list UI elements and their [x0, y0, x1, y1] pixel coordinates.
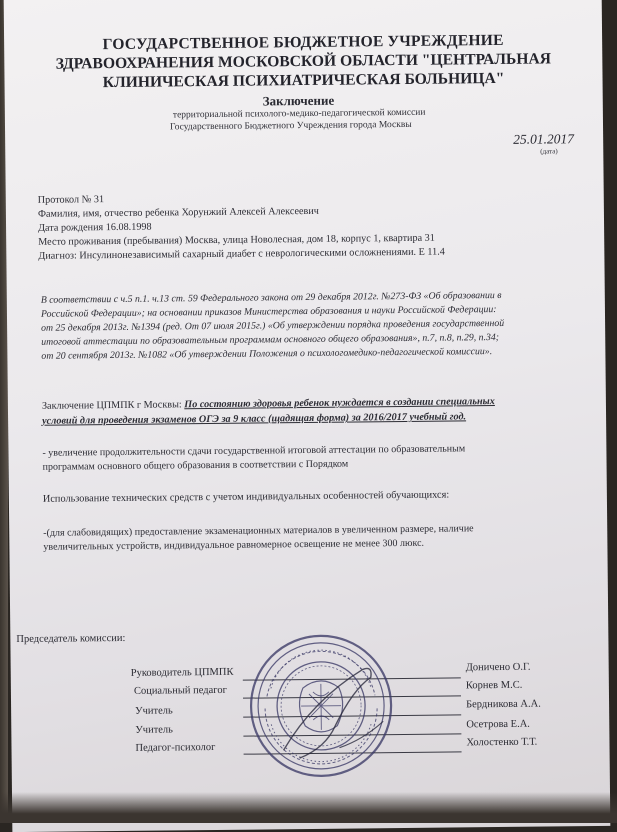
condition-2-line-1: -(для слабовидящих) предоставление экзаменационных материалов в увеличенном размере, наличие — [43, 523, 474, 539]
header-line-2: ЗДРАВООХРАНЕНИЯ МОСКОВСКОЙ ОБЛАСТИ "ЦЕНТРАЛЬНАЯ — [55, 50, 552, 73]
child-name: Фамилия, имя, отчество ребенка Хорунжий Алексей Алексеевич — [37, 205, 319, 220]
round-seal-stamp — [242, 629, 400, 783]
condition-2-line-2: увеличительных устройств, индивидуальное равномерное освещение не менее 300 люкс. — [43, 537, 425, 553]
signature-name-2: Корнев М.С. — [465, 679, 523, 692]
legal-line-1: В соответствии с ч.5 п.1. ч.13 ст. 59 Федерального закона от 29 декабря 2012г. №273-ФЗ «Об образовании в — [40, 289, 502, 306]
date-caption: (дата) — [540, 147, 558, 156]
decision-text-2: условий для проведения экзаменов ОГЭ за 9 класс (щадящая форма) за 2016/2017 учебный год. — [42, 411, 467, 427]
legal-line-3: от 25 декабря 2013г. №1394 (ред. От 07 июля 2015г.) «Об утверждении порядка проведения государственной — [41, 317, 505, 334]
condition-1-line-2: программам основного общего образования в соответствии с Порядком — [42, 458, 349, 473]
desk-edge-bottom — [0, 792, 617, 823]
signature-name-1: Доничено О.Г. — [465, 661, 531, 674]
signature-role-2: Социальный педагог — [133, 684, 227, 697]
document-page — [4, 0, 611, 832]
legal-line-4: итоговой аттестации по образовательным программам основного общего образования», п.7, п.8, п.29, п.34; — [41, 331, 500, 348]
birth-date: Дата рождения 16.08.1998 — [38, 221, 152, 234]
chairman-label: Председатель комиссии: — [16, 632, 126, 646]
decision-text-1: По состоянию здоровья ребенок нуждается в создании специальных — [184, 396, 495, 411]
conclusion-title: Заключение — [262, 92, 335, 109]
signature-name-5: Холостенко Т.Т. — [466, 736, 538, 749]
legal-line-5: от 20 сентября 2013г. №1082 «Об утверждении Положения о психологомедико-педагогической комиссии». — [41, 346, 493, 362]
decision-line-1 — [42, 396, 495, 412]
signature-role-3: Учитель — [135, 705, 173, 717]
protocol-number: Протокол № 31 — [37, 194, 105, 206]
header-line-3: КЛИНИЧЕСКАЯ ПСИХИАТРИЧЕСКАЯ БОЛЬНИЦА" — [102, 69, 505, 92]
signature-name-4: Осетрова Е.А. — [466, 718, 530, 731]
diagnosis: Диагноз: Инсулинонезависимый сахарный диабет с неврологическими осложнениями. Е 11.4 — [38, 246, 445, 262]
document-date: 25.01.2017 — [513, 131, 574, 147]
address: Место проживания (пребывания) Москва, улица Новолесная, дом 18, корпус 1, квартира 31 — [38, 232, 435, 248]
tech-heading: Использование технических средств с учетом индивидуальных особенностей обучающихся: — [42, 489, 450, 505]
signature-role-4: Учитель — [135, 724, 174, 736]
signature-role-5: Педагог-психолог — [135, 741, 216, 754]
commission-line-1: территориальной психолого-медико-педагогической комиссии — [172, 107, 426, 121]
commission-line-2: Государственного Бюджетного Учреждения города Москвы — [169, 119, 412, 133]
condition-1-line-1: - увеличение продолжительности сдачи государственной итоговой аттестации по образовательным — [42, 443, 466, 459]
signature-name-3: Бердникова А.А. — [466, 698, 541, 711]
header-line-1: ГОСУДАРСТВЕННОЕ БЮДЖЕТНОЕ УЧРЕЖДЕНИЕ — [102, 31, 504, 54]
signature-role-1: Руководитель ЦПМПК — [130, 666, 234, 679]
decision-prefix: Заключение ЦПМПК г Москвы: — [41, 399, 185, 412]
legal-line-2: Российской Федерации»; на основании приказов Министерства образования и науки Российской Федерации: — [40, 304, 497, 320]
